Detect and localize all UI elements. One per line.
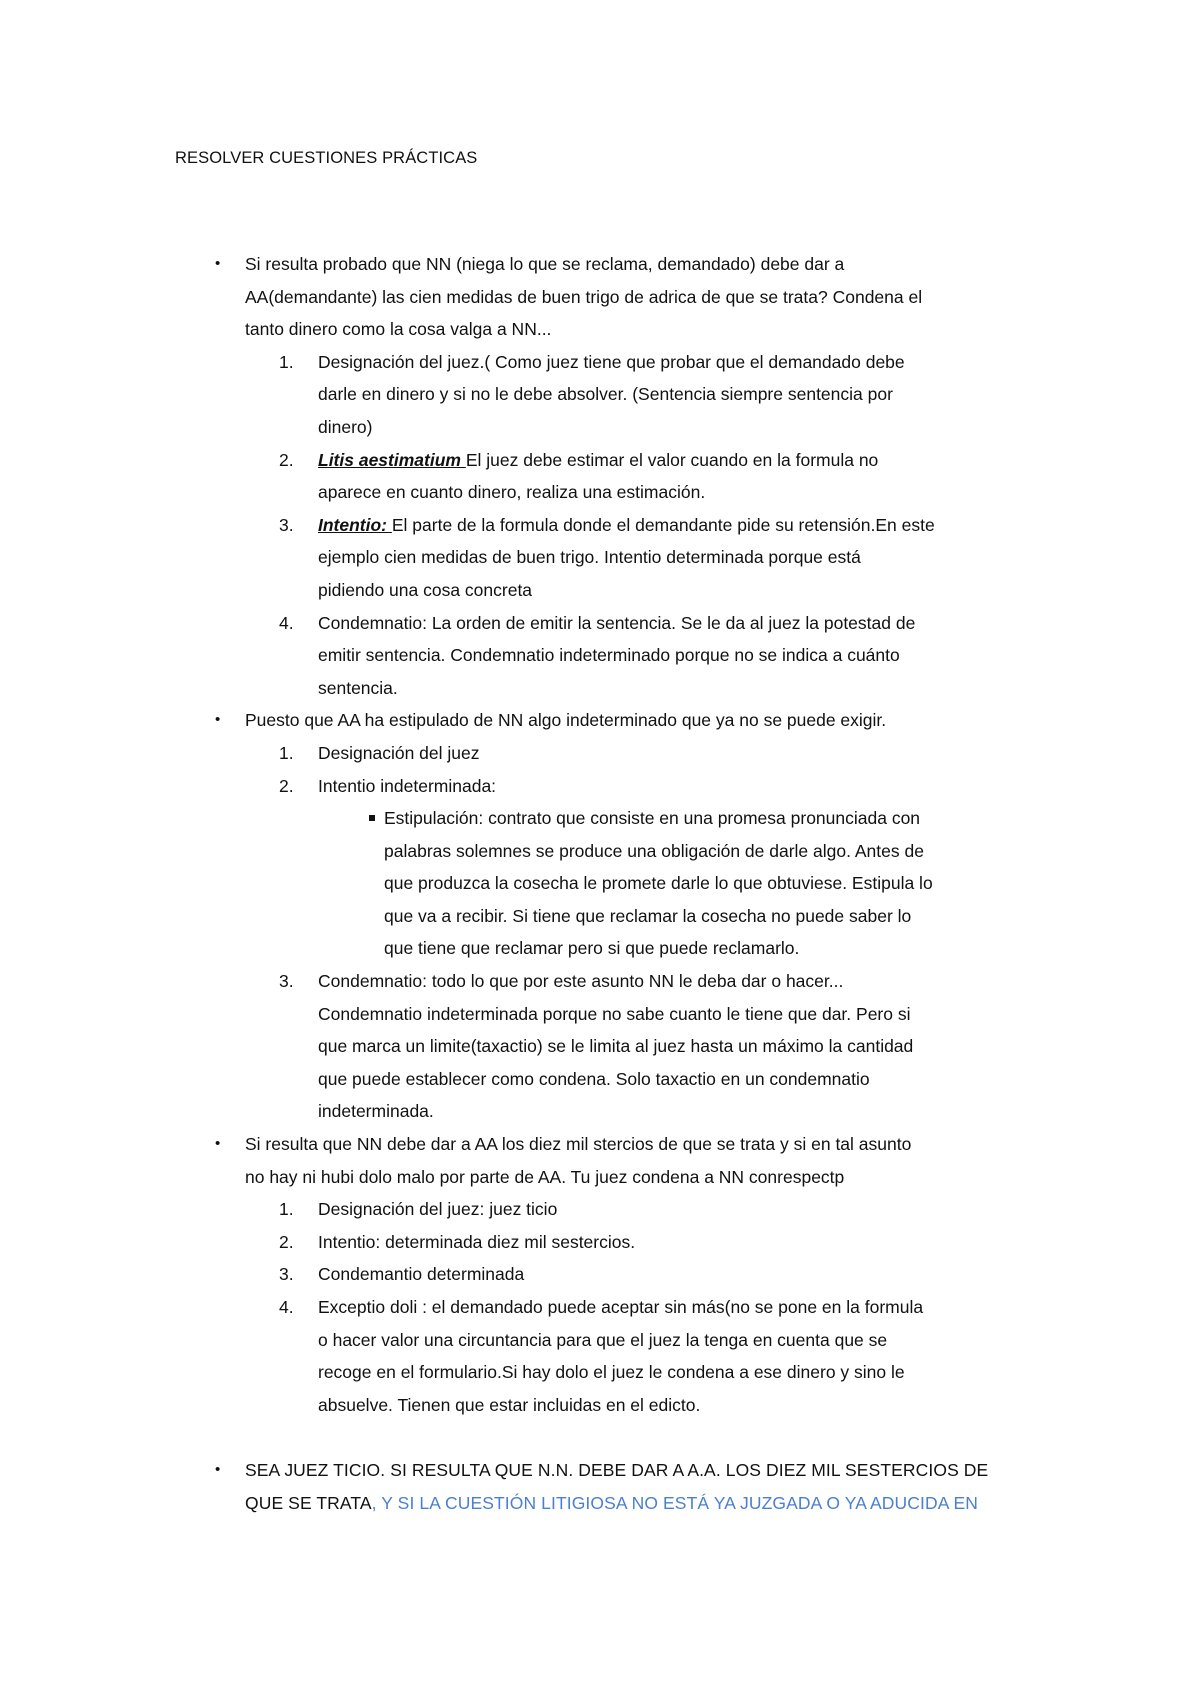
list-number: 1. [279,1199,294,1220]
bullet-icon: • [215,255,221,272]
document-body [0,248,1200,1519]
list-number: 3. [279,1264,294,1285]
highlighted-text: , Y SI LA CUESTIÓN LITIGIOSA NO ESTÁ YA JUZGADA O YA ADUCIDA EN [371,1492,978,1513]
b1-item-1-line-1: 1. Designación del juez.( Como juez tiene que probar que el demandado debe [0,346,1200,379]
bullet-1-line-3: tanto dinero como la cosa valga a NN... [245,319,552,340]
bullet-3-line-2: no hay ni hubi dolo malo por parte de AA. Tu juez condena a NN conrespectp [245,1166,845,1187]
square-bullet-icon [369,815,375,821]
b1-item-4-line-3: sentencia. [318,677,398,698]
b3-item-4-line-2: o hacer valor una circuntancia para que el juez la tenga en cuenta que se [318,1329,888,1350]
list-number: 3. [279,971,294,992]
b2-item-3-line-5: indeterminada. [318,1101,434,1122]
b3-item-2: 2. Intentio: determinada diez mil sestercios. [0,1226,1200,1259]
b2-item-1: 1. Designación del juez [0,737,1200,770]
b1-item-4-line-1: 4. Condemnatio: La orden de emitir la sentencia. Se le da al juez la potestad de [0,607,1200,640]
b2-sub-line-2: palabras solemnes se produce una obligación de darle algo. Antes de [384,840,924,861]
b2-sub-line-4: que va a recibir. Si tiene que reclamar la cosecha no puede saber lo [384,905,912,926]
list-number: 1. [279,742,294,763]
term-intentio: Intentio: [318,514,392,535]
b1-item-4-line-2: emitir sentencia. Condemnatio indeterminado porque no se indica a cuánto [318,645,900,666]
list-number: 2. [279,449,294,470]
b2-item-3-line-3: que marca un limite(taxactio) se le limita al juez hasta un máximo la cantidad [318,1036,914,1057]
list-number: 2. [279,1231,294,1252]
b3-item-4-line-1: 4. Exceptio doli : el demandado puede aceptar sin más(no se pone en la formula [0,1291,1200,1324]
bullet-3-line-1: • Si resulta que NN debe dar a AA los diez mil stercios de que se trata y si en tal asunto [0,1128,1200,1161]
bullet-2-line-1: • Puesto que AA ha estipulado de NN algo indeterminado que ya no se puede exigir. [0,704,1200,737]
b1-item-2-line-1: 2. Litis aestimatium El juez debe estimar el valor cuando en la formula no [0,444,1200,477]
bullet-4-line-2: QUE SE TRATA, Y SI LA CUESTIÓN LITIGIOSA NO ESTÁ YA JUZGADA O YA ADUCIDA EN [245,1492,978,1513]
b3-item-4-line-4: absuelve. Tienen que estar incluidas en el edicto. [318,1394,701,1415]
bullet-1-line-1: • Si resulta probado que NN (niega lo que se reclama, demandado) debe dar a [0,248,1200,281]
bullet-1-line-2: AA(demandante) las cien medidas de buen trigo de adrica de que se trata? Condena el [245,286,923,307]
bullet-icon: • [215,711,221,729]
paragraph-spacer [0,1421,1200,1454]
list-number: 1. [279,351,294,372]
bullet-icon: • [215,1460,221,1478]
b2-sub-line-3: que produzca la cosecha le promete darle lo que obtuviese. Estipula lo [384,873,933,894]
b2-item-3-line-4: que puede establecer como condena. Solo taxactio en un condemnatio [318,1068,870,1089]
b2-item-3-line-2: Condemnatio indeterminada porque no sabe cuanto le tiene que dar. Pero si [318,1003,911,1024]
b3-item-4-line-3: recoge en el formulario.Si hay dolo el juez le condena a ese dinero y sino le [318,1362,905,1383]
b2-sub-line-5: que tiene que reclamar pero si que puede reclamarlo. [384,938,800,959]
b2-sub-line-1: Estipulación: contrato que consiste en una promesa pronunciada con [0,802,1200,835]
b1-item-1-line-3: dinero) [318,416,373,437]
list-number: 2. [279,775,294,796]
b3-item-1: 1. Designación del juez: juez ticio [0,1193,1200,1226]
b1-item-2-line-2: aparece en cuanto dinero, realiza una estimación. [318,482,706,503]
list-number: 4. [279,1297,294,1317]
b2-item-3-line-1: 3. Condemnatio: todo lo que por este asunto NN le deba dar o hacer... [0,965,1200,998]
b2-item-2: 2. Intentio indeterminada: [0,770,1200,803]
bullet-icon: • [215,1135,221,1153]
term-litis-aestimatium: Litis aestimatium [318,449,466,470]
list-number: 3. [279,514,294,535]
b1-item-3-line-3: pidiendo una cosa concreta [318,579,533,600]
b1-item-3-line-1: 3. Intentio: El parte de la formula donde el demandante pide su retensión.En este [0,509,1200,542]
document-title: RESOLVER CUESTIONES PRÁCTICAS [175,149,478,167]
b1-item-3-line-2: ejemplo cien medidas de buen trigo. Intentio determinada porque está [318,547,861,568]
list-number: 4. [279,612,294,633]
b1-item-1-line-2: darle en dinero y si no le debe absolver. (Sentencia siempre sentencia por [318,384,893,405]
bullet-4-line-1: • SEA JUEZ TICIO. SI RESULTA QUE N.N. DEBE DAR A A.A. LOS DIEZ MIL SESTERCIOS DE [0,1454,1200,1487]
b3-item-3: 3. Condemantio determinada [0,1258,1200,1291]
